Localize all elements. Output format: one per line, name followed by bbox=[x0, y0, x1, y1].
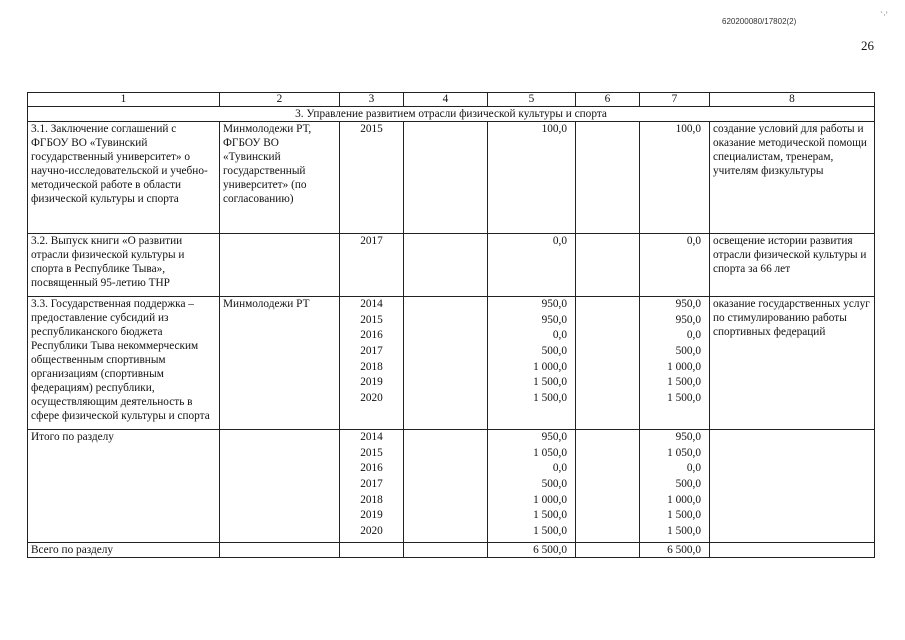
amount-cell: 100,0 bbox=[640, 122, 710, 234]
empty-cell bbox=[404, 122, 488, 234]
empty-cell bbox=[576, 122, 640, 234]
amount-list: 950,0 950,0 0,0 500,0 1 000,0 1 500,0 1 500,0 bbox=[488, 297, 576, 430]
empty-cell bbox=[576, 234, 640, 297]
header-cell: 1 bbox=[28, 93, 220, 107]
header-cell: 8 bbox=[710, 93, 875, 107]
empty-cell bbox=[340, 543, 404, 558]
amount-cell: 100,0 bbox=[488, 122, 576, 234]
amount-cell: 0,0 bbox=[640, 234, 710, 297]
amount-cell: 0,0 bbox=[488, 234, 576, 297]
empty-cell bbox=[576, 543, 640, 558]
table-row bbox=[28, 297, 875, 430]
total-amount: 6 500,0 bbox=[488, 543, 576, 558]
year-list: 2014 2015 2016 2017 2018 2019 2020 bbox=[340, 297, 404, 430]
measure-cell: 3.2. Выпуск книги «О развитии отрасли физической культуры и спорта в Республике Тыва», посвященный 95-летию ТНР bbox=[28, 234, 220, 297]
total-label: Всего по разделу bbox=[28, 543, 220, 558]
section-row bbox=[28, 107, 875, 122]
executor-cell bbox=[220, 234, 340, 297]
table-row bbox=[28, 122, 875, 234]
scan-mark: `·' bbox=[880, 10, 888, 20]
amount-list: 950,0 1 050,0 0,0 500,0 1 000,0 1 500,0 1 500,0 bbox=[488, 430, 576, 543]
table-row bbox=[28, 234, 875, 297]
year-cell: 2015 bbox=[340, 122, 404, 234]
result-cell: создание условий для работы и оказание методической помощи специалистам, тренерам, учителям физкультуры bbox=[710, 122, 875, 234]
header-cell: 4 bbox=[404, 93, 488, 107]
executor-cell: Минмолодежи РТ, ФГБОУ ВО «Тувинский государственный университет» (по согласованию) bbox=[220, 122, 340, 234]
empty-cell bbox=[404, 297, 488, 430]
empty-cell bbox=[404, 543, 488, 558]
empty-cell bbox=[576, 297, 640, 430]
subtotal-label: Итого по разделу bbox=[28, 430, 220, 543]
total-row bbox=[28, 543, 875, 558]
header-cell: 2 bbox=[220, 93, 340, 107]
header-cell: 6 bbox=[576, 93, 640, 107]
document-id: 620200080/17802(2) bbox=[722, 17, 797, 26]
section-title: 3. Управление развитием отрасли физической культуры и спорта bbox=[28, 107, 875, 122]
measure-cell: 3.3. Государственная поддержка – предоставление субсидий из республиканского бюджета Республики Тыва некоммерческим общественным спортивным организациям (спортивным федерациям) республики, осуществляющим деятельность в сфере физической культуры и спорта bbox=[28, 297, 220, 430]
amount-list: 950,0 1 050,0 0,0 500,0 1 000,0 1 500,0 1 500,0 bbox=[640, 430, 710, 543]
table-row bbox=[28, 430, 875, 543]
year-cell: 2017 bbox=[340, 234, 404, 297]
empty-cell bbox=[710, 543, 875, 558]
result-cell: освещение истории развития отрасли физической культуры и спорта за 66 лет bbox=[710, 234, 875, 297]
empty-cell bbox=[404, 234, 488, 297]
empty-cell bbox=[220, 430, 340, 543]
page-number: 26 bbox=[861, 38, 874, 53]
header-cell: 7 bbox=[640, 93, 710, 107]
year-list: 2014 2015 2016 2017 2018 2019 2020 bbox=[340, 430, 404, 543]
empty-cell bbox=[404, 430, 488, 543]
empty-cell bbox=[710, 430, 875, 543]
measure-cell: 3.1. Заключение соглашений с ФГБОУ ВО «Тувинский государственный университет» о научно-исследовательской и учебно-методической работе в области физической культуры и спорта bbox=[28, 122, 220, 234]
empty-cell bbox=[576, 430, 640, 543]
header-cell: 3 bbox=[340, 93, 404, 107]
amount-list: 950,0 950,0 0,0 500,0 1 000,0 1 500,0 1 500,0 bbox=[640, 297, 710, 430]
header-row bbox=[28, 93, 875, 107]
executor-cell: Минмолодежи РТ bbox=[220, 297, 340, 430]
header-cell: 5 bbox=[488, 93, 576, 107]
empty-cell bbox=[220, 543, 340, 558]
total-amount: 6 500,0 bbox=[640, 543, 710, 558]
result-cell: оказание государственных услуг по стимулированию работы спортивных федераций bbox=[710, 297, 875, 430]
program-table bbox=[27, 92, 875, 558]
